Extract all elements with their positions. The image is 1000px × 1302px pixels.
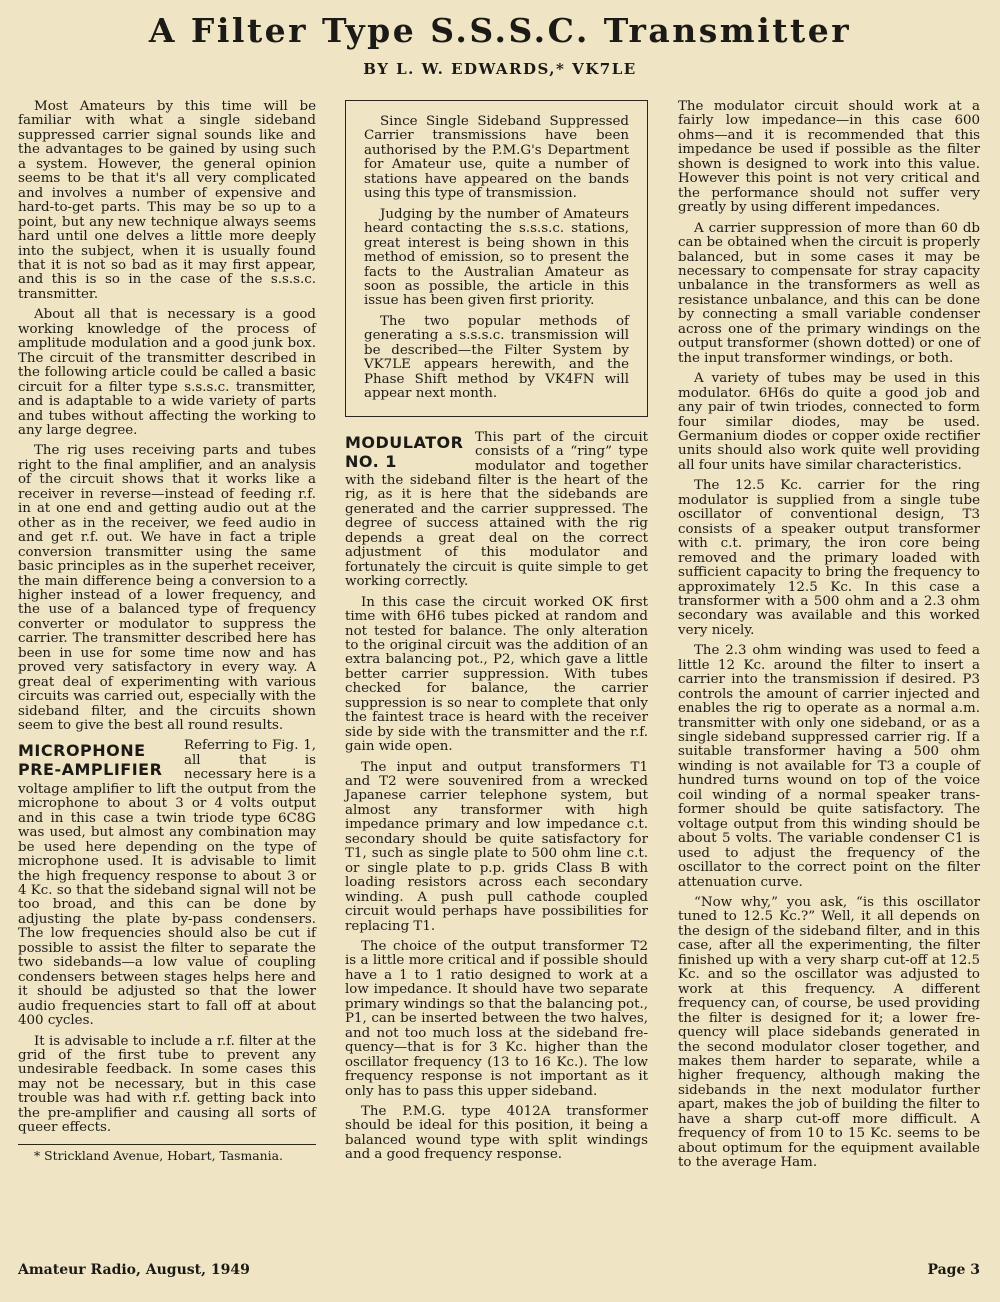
- paragraph: In this case the circuit worked OK first time with 6H6 tubes picked at random and not tested for balance. The only alteration to the original circuit was the addition of an extra balancing pot., P2, which gave a little better carrier suppression. With tubes checked for balance, the carrier suppression is so near to complete that only the faintest trace is heard with the receiver side by side with the transmitter and the r.f. gain wide open.: [345, 594, 648, 755]
- paragraph: It is advisable to include a r.f. filter at the grid of the first tube to prevent any undesirable feedback. In some cases this may not be necessary, but in this case trouble was had with r.f. getting back into the pre-amplifier and causing all sorts of queer effects.: [18, 1033, 316, 1136]
- paragraph: The P.M.G. type 4012A transformer should be ideal for this position, it being a balanced wound type with split windings and a good frequency response.: [345, 1104, 648, 1163]
- paragraph: About all that is necessary is a good working knowledge of the process of amplitude modulation and a good junk box. The circuit of the transmitter described in the following article could be called a basic circuit for a filter type s.s.s.c. transmitter, and is adaptable to a wide variety of parts and tubes without affecting the working to any large degree.: [18, 307, 316, 438]
- paragraph: The modulator circuit should work at a fairly low impedance—in this case 600 ohms—and it is recommended that this impedance be used if possible as the filter shown is designed to work into this value. However this point is not very critical and the performance should not suffer very greatly by using different impedances.: [678, 99, 980, 216]
- paragraph: “Now why,” you ask, “is this oscillator tuned to 12.5 Kc.?” Well, it all depends on the design of the sideband filter, and in this case, after all the experimenting, the filter finished up with a very sharp cut-off at 12.5 Kc. and so the oscillator was adjusted to work at this frequency. A different frequency can, of course, be used providing the filter is designed for it; a lower frequency will place sidebands generated in the second modulator closer together, and makes them harder to separate, while a higher frequency, although making the sidebands in the next modulator further apart, makes the job of building the filter to have a sharp cut-off more difficult. A frequency of from 10 to 15 Kc. seems to be about optimum for the equipment available to the average Ham.: [678, 895, 980, 1171]
- section-microphone: [18, 739, 316, 1028]
- paragraph: The input and output transformers T1 and T2 were souvenired from a wrecked Japanese carrier telephone system, but almost any transformer with high impedance primary and low impedance c.t. secondary should be quite satisfactory for T1, such as single plate to 500 ohm line c.t. or single plate to p.p. grids Class B with loading resistors across each secondary winding. A push pull cathode coupled circuit would perhaps have possibilities for replacing T1.: [345, 759, 648, 934]
- article-title: A Filter Type S.S.S.C. Transmitter: [148, 11, 852, 50]
- column-2: [345, 100, 648, 1169]
- footer-publication: Amateur Radio, August, 1949: [18, 1262, 250, 1278]
- editorial-note-box: [345, 100, 648, 417]
- footer-page-number: Page 3: [927, 1262, 980, 1278]
- paragraph: Referring to Fig. 1, all that is necessary here is a voltage amplifier to lift the output from the microphone to about 3 or 4 volts output and in this case a twin triode type 6C8G was used, but almost any combination may be used here depending on the type of microphone used. It is advisable to limit the high frequency response to about 3 or 4 Kc. so that the sideband signal will not be too broad, and this can be done by adjusting the plate by-pass condensers. The low frequencies should also be cut if possible to assist the filter to separate the two sidebands—a low value of coupling condensers between stages helps here and it should be adjusted so that the lower audio frequencies start to fall off at about 400 cycles.: [18, 738, 316, 1029]
- paragraph: The rig uses receiving parts and tubes right to the final amplifier, and an analysis of the circuit shows that it works like a receiver in reverse—instead of feeding r.f. in at one end and getting audio out at the other as in the receiver, we feed audio in and get r.f. out. We have in fact a triple conversion transmitter using the same basic principles as in the superhet receiver, the main difference being a conversion to a higher instead of a lower frequency, and the use of a balanced type of frequency converter or modulator to suppress the carrier. The transmitter described here has been in use for some time now and has proved very satisfactory in every way. A great deal of experimenting with various circuits was carried out, especially with the sideband filter, and the circuits shown seem to give the best all round results.: [18, 443, 316, 734]
- paragraph: This part of the circuit consists of a “ring” type modulator and together with the sideband filter is the heart of the rig, as it is here that the sidebands are generated and the carrier suppressed. The degree of success attained with the rig depends a great deal on the correct adjustment of this modulator and fortunately the circuit is quite simple to get working correctly.: [345, 429, 648, 590]
- footnote-divider: [18, 1144, 316, 1145]
- paragraph: Since Single Sideband Suppressed Carrier transmissions have been authorised by the P.M.G's Department for Amateur use, quite a number of stations have appeared on the bands using this type of transmission.: [364, 114, 629, 202]
- paragraph: A carrier suppression of more than 60 db can be obtained when the circuit is properly balanced, but in some cases it may be necessary to compensate for stray capacity unbalance in the transformers as well as resistance unbalance, and this can be done by connecting a small variable condenser across one of the primary windings on the output transformer (shown dotted) or one of the input transformer windings, or both.: [678, 220, 980, 366]
- paragraph: A variety of tubes may be used in this modulator. 6H6s do quite a good job and any pair of twin triodes, connected to form four similar diodes, may be used. Germanium diodes or copper oxide rectifier units should also work quite well providing all four units have similar characteristics.: [678, 371, 980, 473]
- paragraph: Most Amateurs by this time will be familiar with what a single sideband suppressed carrier signal sounds like and the advantages to be gained by using such a system. However, the general opinion seems to be that it's all very complicated and involves a number of expensive and hard-to-get parts. This may be so up to a point, but any new technique always seems hard until one delves a little more deeply into the subject, when it is usually found that it is not so bad as it may first appear, and this is so in the case of the s.s.s.c. transmitter.: [18, 99, 316, 302]
- paragraph: The 2.3 ohm winding was used to feed a little 12 Kc. around the filter to insert a carrier into the transmission if desired. P3 controls the amount of carrier injected and enables the rig to operate as a normal a.m. transmitter with only one sideband, or as a single sideband suppressed carrier rig. If a suitable transformer having a 500 ohm winding is not available for T3 a couple of hundred turns wound on top of the voice coil winding of a normal speaker transformer should be quite satisfactory. The voltage output from this winding should be about 5 volts. The variable condenser C1 is used to adjust the frequency of the oscillator to the correct point on the filter attenuation curve.: [678, 643, 980, 890]
- paragraph: The 12.5 Kc. carrier for the ring modulator is supplied from a single tube oscillator of conventional design, T3 consists of a speaker output transformer with c.t. primary, the iron core being removed and the primary loaded with sufficient capacity to bring the frequency to approximately 12.5 Kc. In this case a transformer with a 500 ohm and a 2.3 ohm secondary was available and this worked very nicely.: [678, 478, 980, 638]
- footnote: * Strickland Avenue, Hobart, Tasmania.: [34, 1147, 283, 1163]
- section-modulator: [345, 431, 648, 590]
- section-heading: MICROPHONE PRE-AMPLIFIER: [18, 741, 163, 780]
- section-heading: MODULATOR NO. 1: [345, 432, 464, 471]
- byline: BY L. W. EDWARDS,* VK7LE: [363, 60, 637, 78]
- column-3: [678, 100, 980, 1177]
- paragraph: Judging by the number of Amateurs heard contacting the s.s.s.c. stations, great interest is being shown in this method of emission, so to present the facts to the Australian Amateur as soon as possible, the article in this issue has been given first priority.: [364, 206, 629, 309]
- paragraph: The two popular methods of generating a s.s.s.c. transmission will be described—the Filter System by VK7LE appears herewith, and the Phase Shift method by VK4FN will appear next month.: [364, 313, 629, 402]
- paragraph: The choice of the output transformer T2 is a little more critical and if possible should have a 1 to 1 ratio designed to work at a low impedance. It should have two separate primary windings so that the balancing pot., P1, can be inserted between the two halves, and not too much loss at the sideband frequency—that is for 3 Kc. higher than the oscillator frequency (13 to 16 Kc.). The low frequency response is not important as it only has to pass this upper sideband.: [345, 939, 648, 1099]
- column-1: [18, 100, 316, 1169]
